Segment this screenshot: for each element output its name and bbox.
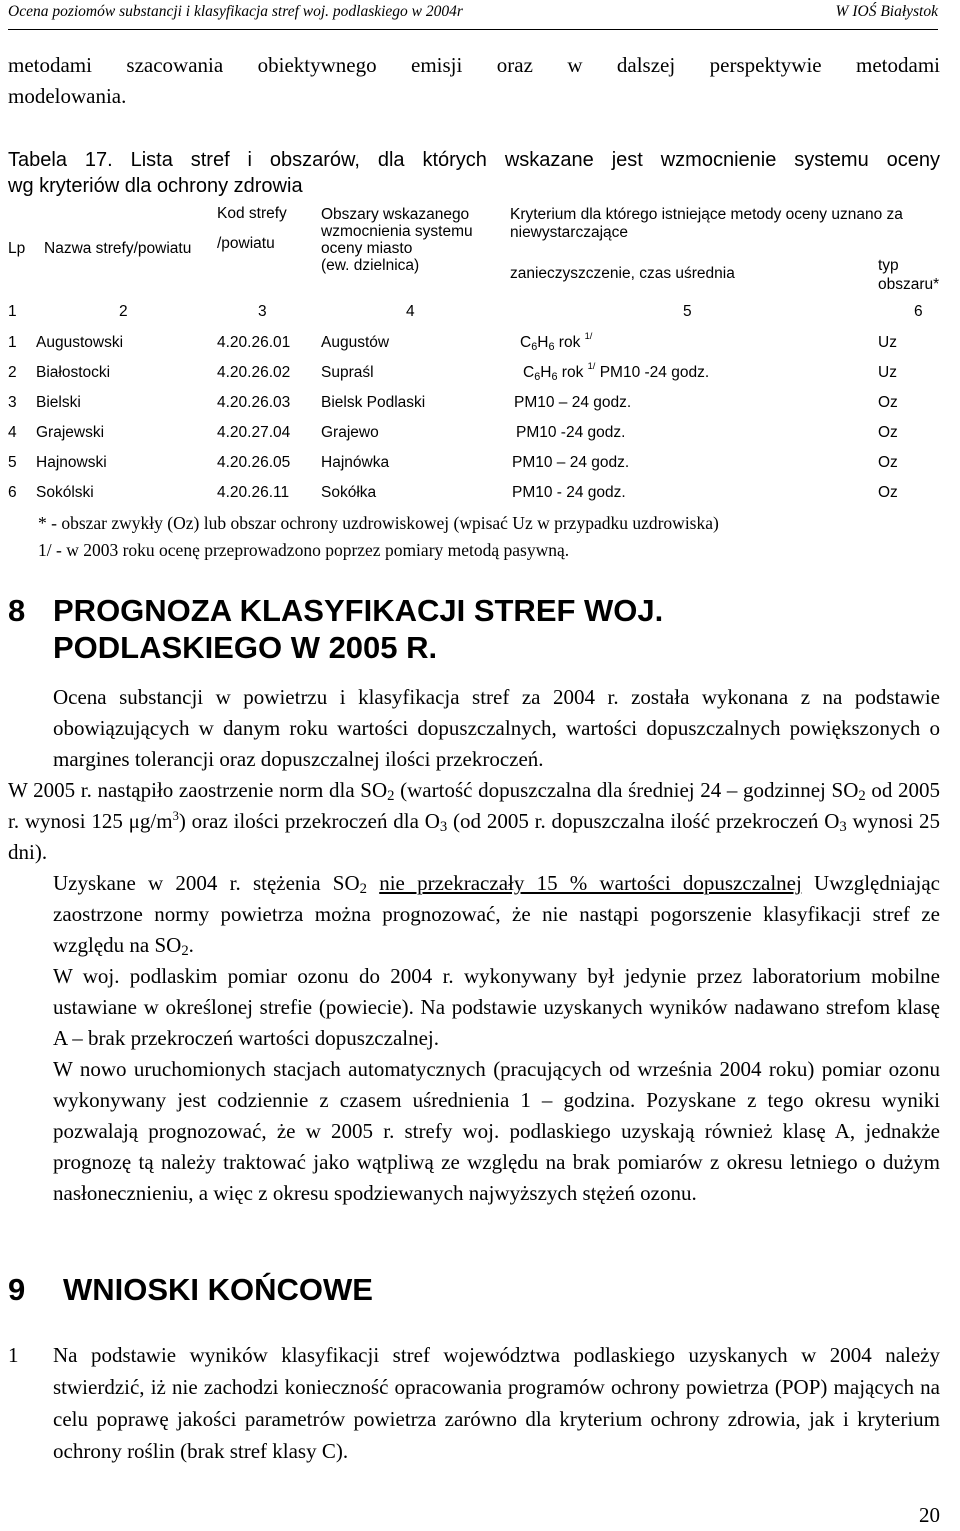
intro-line-1: metodami szacowania obiektywnego emisji oraz w dalszej perspektywie metodami	[8, 53, 940, 77]
header-institution: W IOŚ Białystok	[835, 3, 938, 20]
cell-typ: Uz	[878, 334, 897, 351]
cell-miasto: Grajewo	[321, 424, 379, 441]
paragraph-ocena: Ocena substancji w powietrzu i klasyfikacja stref za 2004 r. została wykonana z na podstawie obowiązujących w danym roku wartości dopuszczalnych, wartości dopuszczalnych powiększonych o margines tolerancji oraz dopuszczalnej ilości przekroczeń.	[53, 685, 940, 771]
cell-kod: 4.20.27.04	[217, 424, 291, 441]
section-8-body	[8, 682, 940, 1209]
caption-line-2: wg kryteriów dla ochrony zdrowia	[8, 175, 303, 197]
th-typ	[878, 256, 939, 294]
cell-lp: 5	[8, 454, 17, 471]
cell-kod: 4.20.26.02	[217, 364, 291, 381]
cell-nazwa: Bielski	[36, 394, 81, 411]
th-kod-1: Kod strefy	[217, 205, 287, 222]
cell-kod: 4.20.26.01	[217, 334, 291, 351]
section-8-number: 8	[8, 593, 26, 628]
paragraph-so2-results: Uzyskane w 2004 r. stężenia $SO_2$ nie przekraczały 15 % wartości dopuszczalnej Uwzględniając zaostrzone normy powietrza można prognozować, że nie nastąpi pogorszenie klasyfikacji stref ze względu na $SO_2$.	[53, 871, 940, 959]
cell-kryterium: PM10 -24 godz.	[516, 424, 626, 441]
col-number-4: 4	[406, 303, 415, 320]
intro-line-2: modelowania.	[8, 84, 127, 108]
th-obszary-3: oceny miasto	[321, 240, 413, 257]
cell-lp: 3	[8, 394, 17, 411]
th-typ-1: typ	[878, 257, 899, 274]
th-obszary-2: wzmocnienia systemu	[321, 223, 473, 240]
cell-miasto: Bielsk Podlaski	[321, 394, 426, 411]
table-caption	[8, 147, 940, 199]
cell-nazwa: Hajnowski	[36, 454, 107, 471]
cell-typ: Oz	[878, 484, 898, 501]
cell-nazwa: Augustowski	[36, 334, 124, 351]
cell-typ: Oz	[878, 424, 898, 441]
cell-kod: 4.20.26.05	[217, 454, 291, 471]
cell-nazwa: Grajewski	[36, 424, 105, 441]
paragraph-ozone-mobile: W woj. podlaskim pomiar ozonu do 2004 r. wykonywany był jedynie przez laboratorium mobilne ustawiane w określonej strefie (powiecie). Na podstawie uzyskanych wyników nadawano strefom klasę A – brak przekroczeń wartości dopuszczalnej.	[53, 964, 940, 1050]
conclusion-number: 1	[8, 1343, 19, 1367]
cell-typ: Oz	[878, 394, 898, 411]
section-9-title: WNIOSKI KOŃCOWE	[63, 1272, 373, 1307]
section-9-number: 9	[8, 1272, 26, 1307]
cell-lp: 1	[8, 334, 17, 351]
cell-miasto: Sokółka	[321, 484, 377, 501]
cell-kryterium: $C_6H_6$ rok $^{1/}$	[520, 331, 593, 353]
th-kryterium-2: niewystarczające	[510, 224, 629, 241]
conclusion-text: Na podstawie wyników klasyfikacji stref województwa podlaskiego uzyskanych w 2004 należy stwierdzić, iż nie zachodzi konieczność opracowania programów ochrony powietrza (POP) mających na celu poprawę jakości parametrów powietrza zarówno dla kryterium ochrony zdrowia, jak i kryterium ochrony roślin (brak stref klasy C).	[53, 1343, 940, 1463]
th-kryterium-1: Kryterium dla którego istniejące metody oceny uznano za	[510, 206, 903, 223]
th-kryterium	[510, 206, 903, 242]
cell-miasto: Supraśl	[321, 364, 374, 381]
footnote-star: * - obszar zwykły (Oz) lub obszar ochrony uzdrowiskowej (wpisać Uz w przypadku uzdrowiska)	[38, 513, 719, 533]
cell-typ: Uz	[878, 364, 897, 381]
cell-miasto: Augustów	[321, 334, 390, 351]
col-number-3: 3	[258, 303, 267, 320]
th-nazwa: Nazwa strefy/powiatu	[44, 240, 192, 257]
section-8-title-line-2: PODLASKIEGO W 2005 R.	[53, 630, 438, 665]
cell-kryterium: PM10 – 24 godz.	[512, 454, 630, 471]
th-lp: Lp	[8, 240, 26, 257]
th-zanieczyszczenie: zanieczyszczenie, czas uśrednia	[510, 265, 735, 282]
col-number-5: 5	[683, 303, 692, 320]
th-obszary	[321, 206, 473, 274]
paragraph-ozone-automatic: W nowo uruchomionych stacjach automatycznych (pracujących od września 2004 roku) pomiar ozonu wykonywany jest codziennie z czasem uśrednienia 1 – godzina. Pozyskane z tego okresu wyniki pozwalają prognozować, że w 2005 r. strefy woj. podlaskiego uzyskają również klasę A, jednakże prognozę tą należy traktować jako wątpliwą ze względu na brak pomiarów z okresu letniego o dużym nasłonecznieniu, a więc z okresu spodziewanych najwyższych stężeń ozonu.	[53, 1057, 940, 1205]
section-8-title	[53, 592, 663, 666]
footnote-one: 1/ - w 2003 roku ocenę przeprowadzono poprzez pomiary metodą pasywną.	[38, 540, 570, 560]
cell-lp: 6	[8, 484, 17, 501]
section-8-title-line-1: PROGNOZA KLASYFIKACJI STREF WOJ.	[53, 593, 664, 628]
cell-nazwa: Białostocki	[36, 364, 111, 381]
th-obszary-1: Obszary wskazanego	[321, 206, 470, 223]
th-kod-2: /powiatu	[217, 235, 275, 252]
cell-kod: 4.20.26.03	[217, 394, 291, 411]
col-number-1: 1	[8, 303, 17, 320]
header-title: Ocena poziomów substancji i klasyfikacja stref woj. podlaskiego w 2004r	[8, 3, 463, 20]
running-header	[8, 3, 938, 30]
cell-kryterium: PM10 – 24 godz.	[514, 394, 632, 411]
cell-kryterium: PM10 - 24 godz.	[512, 484, 626, 501]
cell-miasto: Hajnówka	[321, 454, 390, 471]
cell-typ: Oz	[878, 454, 898, 471]
col-number-6: 6	[914, 303, 923, 320]
col-number-2: 2	[119, 303, 128, 320]
cell-nazwa: Sokólski	[36, 484, 94, 501]
conclusion-item	[8, 1339, 940, 1467]
cell-lp: 2	[8, 364, 17, 381]
page-number: 20	[919, 1503, 940, 1527]
th-obszary-4: (ew. dzielnica)	[321, 257, 420, 274]
cell-kod: 4.20.26.11	[217, 484, 290, 501]
th-typ-2: obszaru*	[878, 276, 940, 293]
table-footnotes	[38, 510, 938, 564]
cell-lp: 4	[8, 424, 17, 441]
intro-paragraph	[8, 50, 940, 112]
paragraph-so2-norms: W 2005 r. nastąpiło zaostrzenie norm dla $SO_2$ (wartość dopuszczalna dla średniej 24 – godzinnej $SO_2$ od 2005 r. wynosi 125 $\mu g/m^3$) oraz ilości przekroczeń dla $O_3$ (od 2005 r. dopuszczalna ilość przekroczeń $O_3$ wynosi 25 dni).	[8, 778, 941, 864]
cell-kryterium: $C_6H_6$ rok $^{1/}$ PM10 -24 godz.	[523, 361, 710, 383]
caption-line-1: Tabela 17. Lista stref i obszarów, dla których wskazane jest wzmocnienie systemu oceny	[8, 149, 940, 171]
